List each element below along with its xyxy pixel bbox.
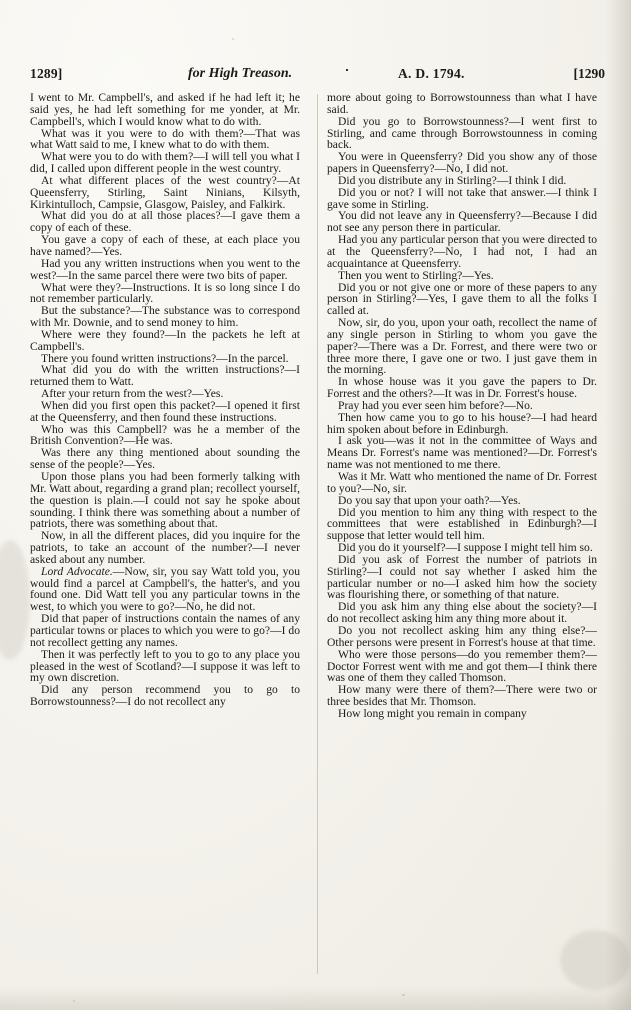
- paragraph: What did you do with the written instructions?—I returned them to Watt.: [30, 363, 300, 389]
- paragraph: Did you ask of Forrest the number of patriots in Stirling?—I could not say whether I asked him the particular number or no—I asked him how the society was flourishing there, or something of that nature.: [327, 552, 597, 602]
- page-header: [30, 66, 605, 86]
- paragraph: Did any person recommend you to go to Borrowstounness?—I do not recollect any: [30, 683, 300, 709]
- paragraph: After your return from the west?—Yes.: [41, 387, 224, 401]
- paragraph: What were you to do with them?—I will tell you what I did, I called upon different people in the west country.: [30, 150, 300, 176]
- paragraph: Now, in all the different places, did you inquire for the patriots, to take an account of the number?—I never asked about any number.: [30, 529, 300, 566]
- paragraph: You did not leave any in Queensferry?—Because I did not see any person there in particular.: [327, 209, 597, 235]
- text-columns: [30, 92, 605, 982]
- speaker-name: Lord Advocate.: [41, 564, 113, 578]
- paragraph: What were they?—Instructions. It is so long since I do not remember particularly.: [30, 280, 300, 306]
- running-title: for High Treason.: [188, 66, 293, 81]
- paragraph: Did you ask him any thing else about the society?—I do not recollect asking him any thing more about it.: [327, 600, 597, 626]
- paragraph: You gave a copy of each of these, at each place you have named?—Yes.: [30, 233, 300, 258]
- page-bottom-shading: [0, 986, 631, 1010]
- left-text-column: [30, 92, 300, 708]
- paragraph: Who was this Campbell? was he a member of the British Convention?—He was.: [30, 422, 300, 448]
- paragraph: I ask you—was it not in the committee of Ways and Means Dr. Forrest's name was mentioned?—Dr. Forrest's name was not mentioned to me there.: [327, 434, 597, 472]
- paragraph: How long might you remain in company: [338, 706, 527, 720]
- paragraph: Did that paper of instructions contain the names of any particular towns or places to which you were to go?—I do not recollect getting any names.: [30, 612, 300, 649]
- paragraph: How many were there of them?—There were two or three besides that Mr. Thomson.: [327, 683, 597, 709]
- paragraph: Had you any particular person that you were directed to at the Queensferry?—No, I had not, I had an acquaintance at Queensferry.: [327, 233, 597, 270]
- paragraph: Upon those plans you had been formerly talking with Mr. Watt about, regarding a grand plan; recollect yourself, the question is plain.—I could not say he spoke about sounding. I think there was something about a number of patriots, there was something about that.: [30, 470, 300, 531]
- paragraph: Was it Mr. Watt who mentioned the name of Dr. Forrest to you?—No, sir.: [327, 470, 597, 495]
- paragraph: When did you first open this packet?—I opened it first at the Queensferry, and then found these instructions.: [30, 398, 300, 424]
- paragraph: Had you any written instructions when you went to the west?—In the same parcel there were two bits of paper.: [30, 256, 300, 282]
- header-dot-mark: [346, 69, 348, 71]
- paragraph: more about going to Borrowstounness than what I have said.: [327, 91, 597, 116]
- paragraph: Do you say that upon your oath?—Yes.: [338, 493, 521, 507]
- page-edge-shading: [605, 0, 631, 1010]
- paragraph: Did you or not give one or more of these papers to any person in Stirling?—Yes, I gave them to all the folks I called at.: [327, 280, 597, 318]
- paragraph: Now, sir, do you, upon your oath, recollect the name of any single person in Stirling to whom you gave the paper?—There was a Dr. Forrest, and there were two or three more there, I gave one or two. I just gave them in the morning.: [327, 316, 597, 377]
- paragraph: Did you do it yourself?—I suppose I might tell him so.: [338, 541, 593, 555]
- paragraph: What was it you were to do with them?—That was what Watt said to me, I knew what to do with them.: [30, 126, 300, 152]
- page-date: A. D. 1794.: [398, 66, 465, 81]
- speaker-speech: —Now, sir, you say Watt told you, you would find a parcel at Campbell's, the hatter's, and you found one. Did Watt tell you any particular towns in the west, to which you were to go?—No, he did not.: [30, 564, 300, 614]
- paragraph: Did you distribute any in Stirling?—I think I did.: [338, 173, 567, 187]
- paragraph: What did you do at all those places?—I gave them a copy of each of these.: [30, 209, 300, 235]
- paragraph: Who were those persons—do you remember them?—Doctor Forrest went with me and got them—I think there was one of them they called Thomson.: [327, 647, 597, 685]
- paragraph: Did you or not? I will not take that answer.—I think I gave some in Stirling.: [327, 185, 597, 211]
- paragraph-lord-advocate: [30, 566, 300, 613]
- right-page-number: [1290: [573, 66, 605, 81]
- right-text-column: [327, 92, 597, 720]
- paragraph: In whose house was it you gave the papers to Dr. Forrest and the others?—It was in Dr. Forrest's house.: [327, 375, 597, 401]
- paragraph: Do you not recollect asking him any thing else?—Other persons were present in Forrest's house at that time.: [327, 623, 597, 649]
- paragraph: Did you go to Borrowstounness?—I went first to Stirling, and came through Borrowstounness in coming back.: [327, 114, 597, 152]
- paragraph: I went to Mr. Campbell's, and asked if he had left it; he said yes, he had left something for me yonder, at Mr. Campbell's, which I would know what to do with.: [30, 91, 300, 128]
- paragraph: You were in Queensferry? Did you show any of those papers in Queensferry?—No, I did not.: [327, 150, 597, 176]
- paragraph: But the substance?—The substance was to correspond with Mr. Downie, and to send money to him.: [30, 304, 300, 330]
- paragraph: Then it was perfectly left to you to go to any place you pleased in the west of Scotland?—I suppose it was left to my own discretion.: [30, 647, 300, 685]
- column-divider: [317, 94, 318, 974]
- paragraph: At what different places of the west country?—At Queensferry, Stirling, Saint Ninians, Kilsyth, Kirkintulloch, Campsie, Glasgow, Paisley, and Falkirk.: [30, 173, 300, 211]
- paragraph: Did you mention to him any thing with respect to the committees that were established in Edinburgh?—I suppose that letter would tell him.: [327, 505, 597, 543]
- paragraph: There you found written instructions?—In the parcel.: [41, 351, 289, 365]
- paragraph: Then how came you to go to his house?—I had heard him spoken about before in Edinburgh.: [327, 410, 597, 436]
- left-page-number: 1289]: [30, 66, 63, 81]
- paragraph: Was there any thing mentioned about sounding the sense of the people?—Yes.: [30, 446, 300, 472]
- paragraph: Then you went to Stirling?—Yes.: [338, 268, 494, 282]
- paragraph: Pray had you ever seen him before?—No.: [338, 398, 533, 412]
- paragraph: Where were they found?—In the packets he left at Campbell's.: [30, 327, 300, 353]
